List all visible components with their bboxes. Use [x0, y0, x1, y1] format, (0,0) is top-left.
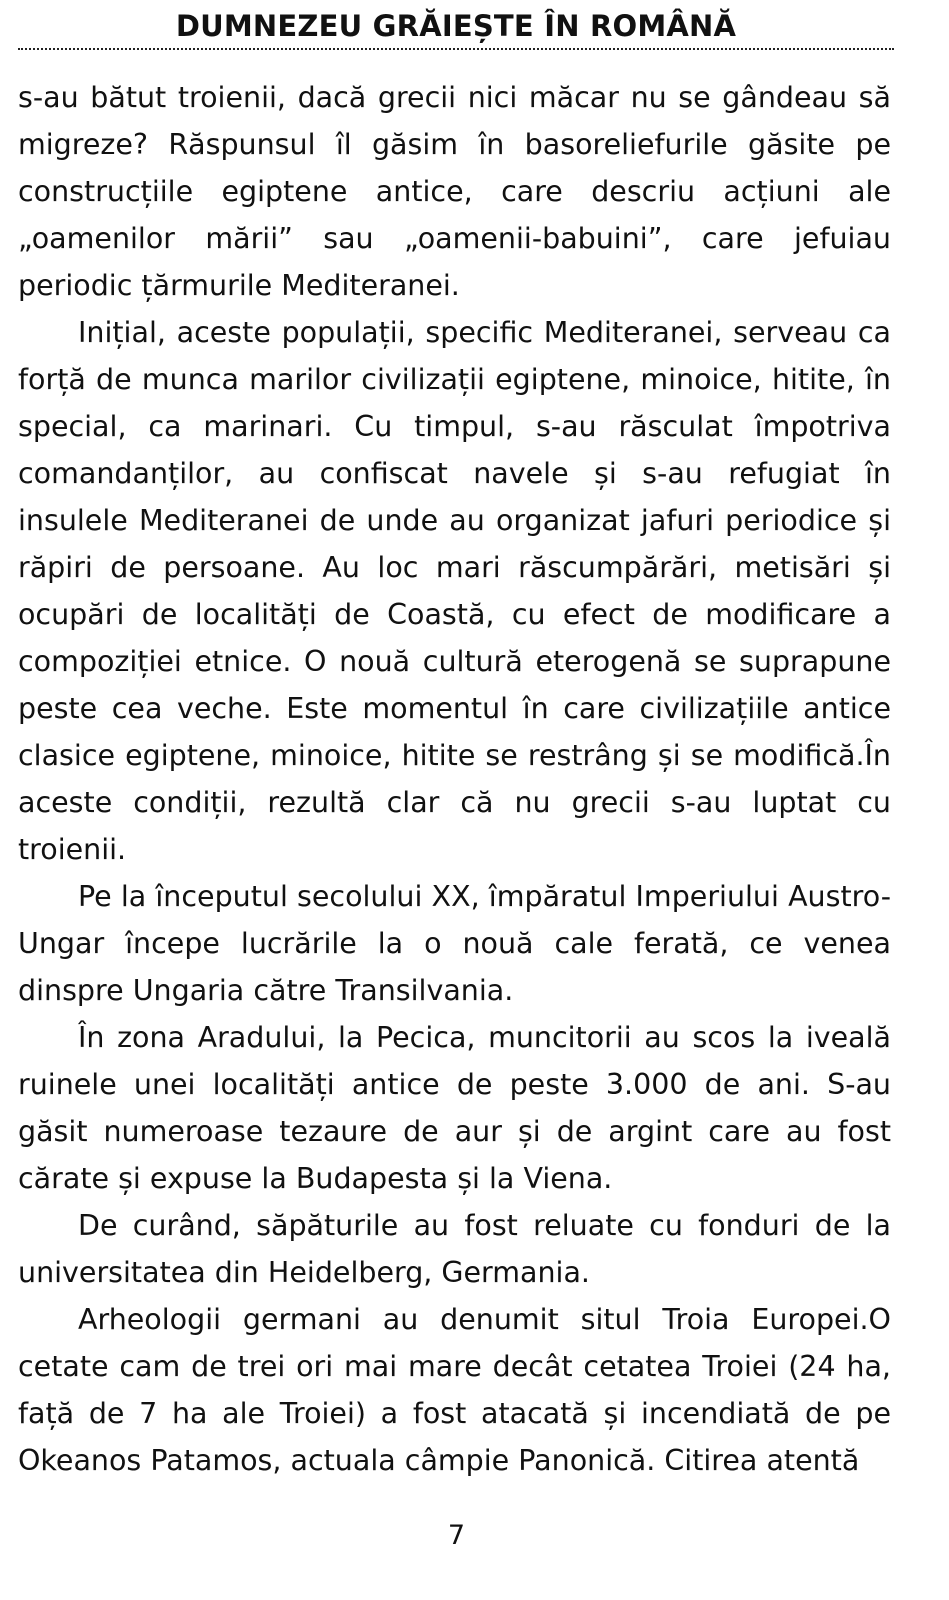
- page-number: 7: [447, 1520, 466, 1551]
- paragraph: Arheologii germani au denumit situl Troia Europei.O cetate cam de trei ori mai mare decât cetatea Troiei (24 ha, față de 7 ha ale Troiei) a fost atacată și incendiată de pe Okeanos Patamos, actuala câmpie Panonică. Citirea atentă: [18, 1303, 891, 1477]
- paragraph: Pe la începutul secolului XX, împăratul Imperiului Austro-Ungar începe lucrările la o nouă cale ferată, ce venea dinspre Ungaria către Transilvania.: [18, 880, 891, 1007]
- dotted-divider: [18, 48, 894, 50]
- paragraph: Inițial, aceste populații, specific Mediteranei, serveau ca forță de munca marilor civilizații egiptene, minoice, hitite, în special, ca marinari. Cu timpul, s-au răsculat împotriva comandanților, au confiscat navele și s-au refugiat în insulele Mediteranei de unde au organizat jafuri periodice și răpiri de persoane. Au loc mari răscumpărări, metisări și ocupări de localități de Coastă, cu efect de modificare a compoziției etnice. O nouă cultură eterogenă se suprapune peste cea veche. Este momentul în care civilizațiile antice clasice egiptene, minoice, hitite se restrâng și se modifică.În aceste condiții, rezultă clar că nu grecii s-au luptat cu troienii.: [18, 316, 891, 866]
- paragraph: În zona Aradului, la Pecica, muncitorii au scos la iveală ruinele unei localități antice de peste 3.000 de ani. S-au găsit numeroase tezaure de aur și de argint care au fost cărate și expuse la Budapesta și la Viena.: [18, 1021, 891, 1195]
- body-text: [18, 74, 891, 1484]
- page-header: [18, 4, 894, 50]
- paragraph-continued: s-au bătut troienii, dacă grecii nici măcar nu se gândeau să migreze? Răspunsul îl găsim în basoreliefurile găsite pe construcțiile egiptene antice, care descriu acțiuni ale „oamenilor mării” sau „oamenii-babuini”, care jefuiau periodic țărmurile Mediteranei.: [18, 81, 891, 302]
- paragraph: De curând, săpăturile au fost reluate cu fonduri de la universitatea din Heidelberg, Germania.: [18, 1209, 891, 1289]
- running-title: DUMNEZEU GRĂIEȘTE ÎN ROMÂNĂ: [175, 9, 737, 43]
